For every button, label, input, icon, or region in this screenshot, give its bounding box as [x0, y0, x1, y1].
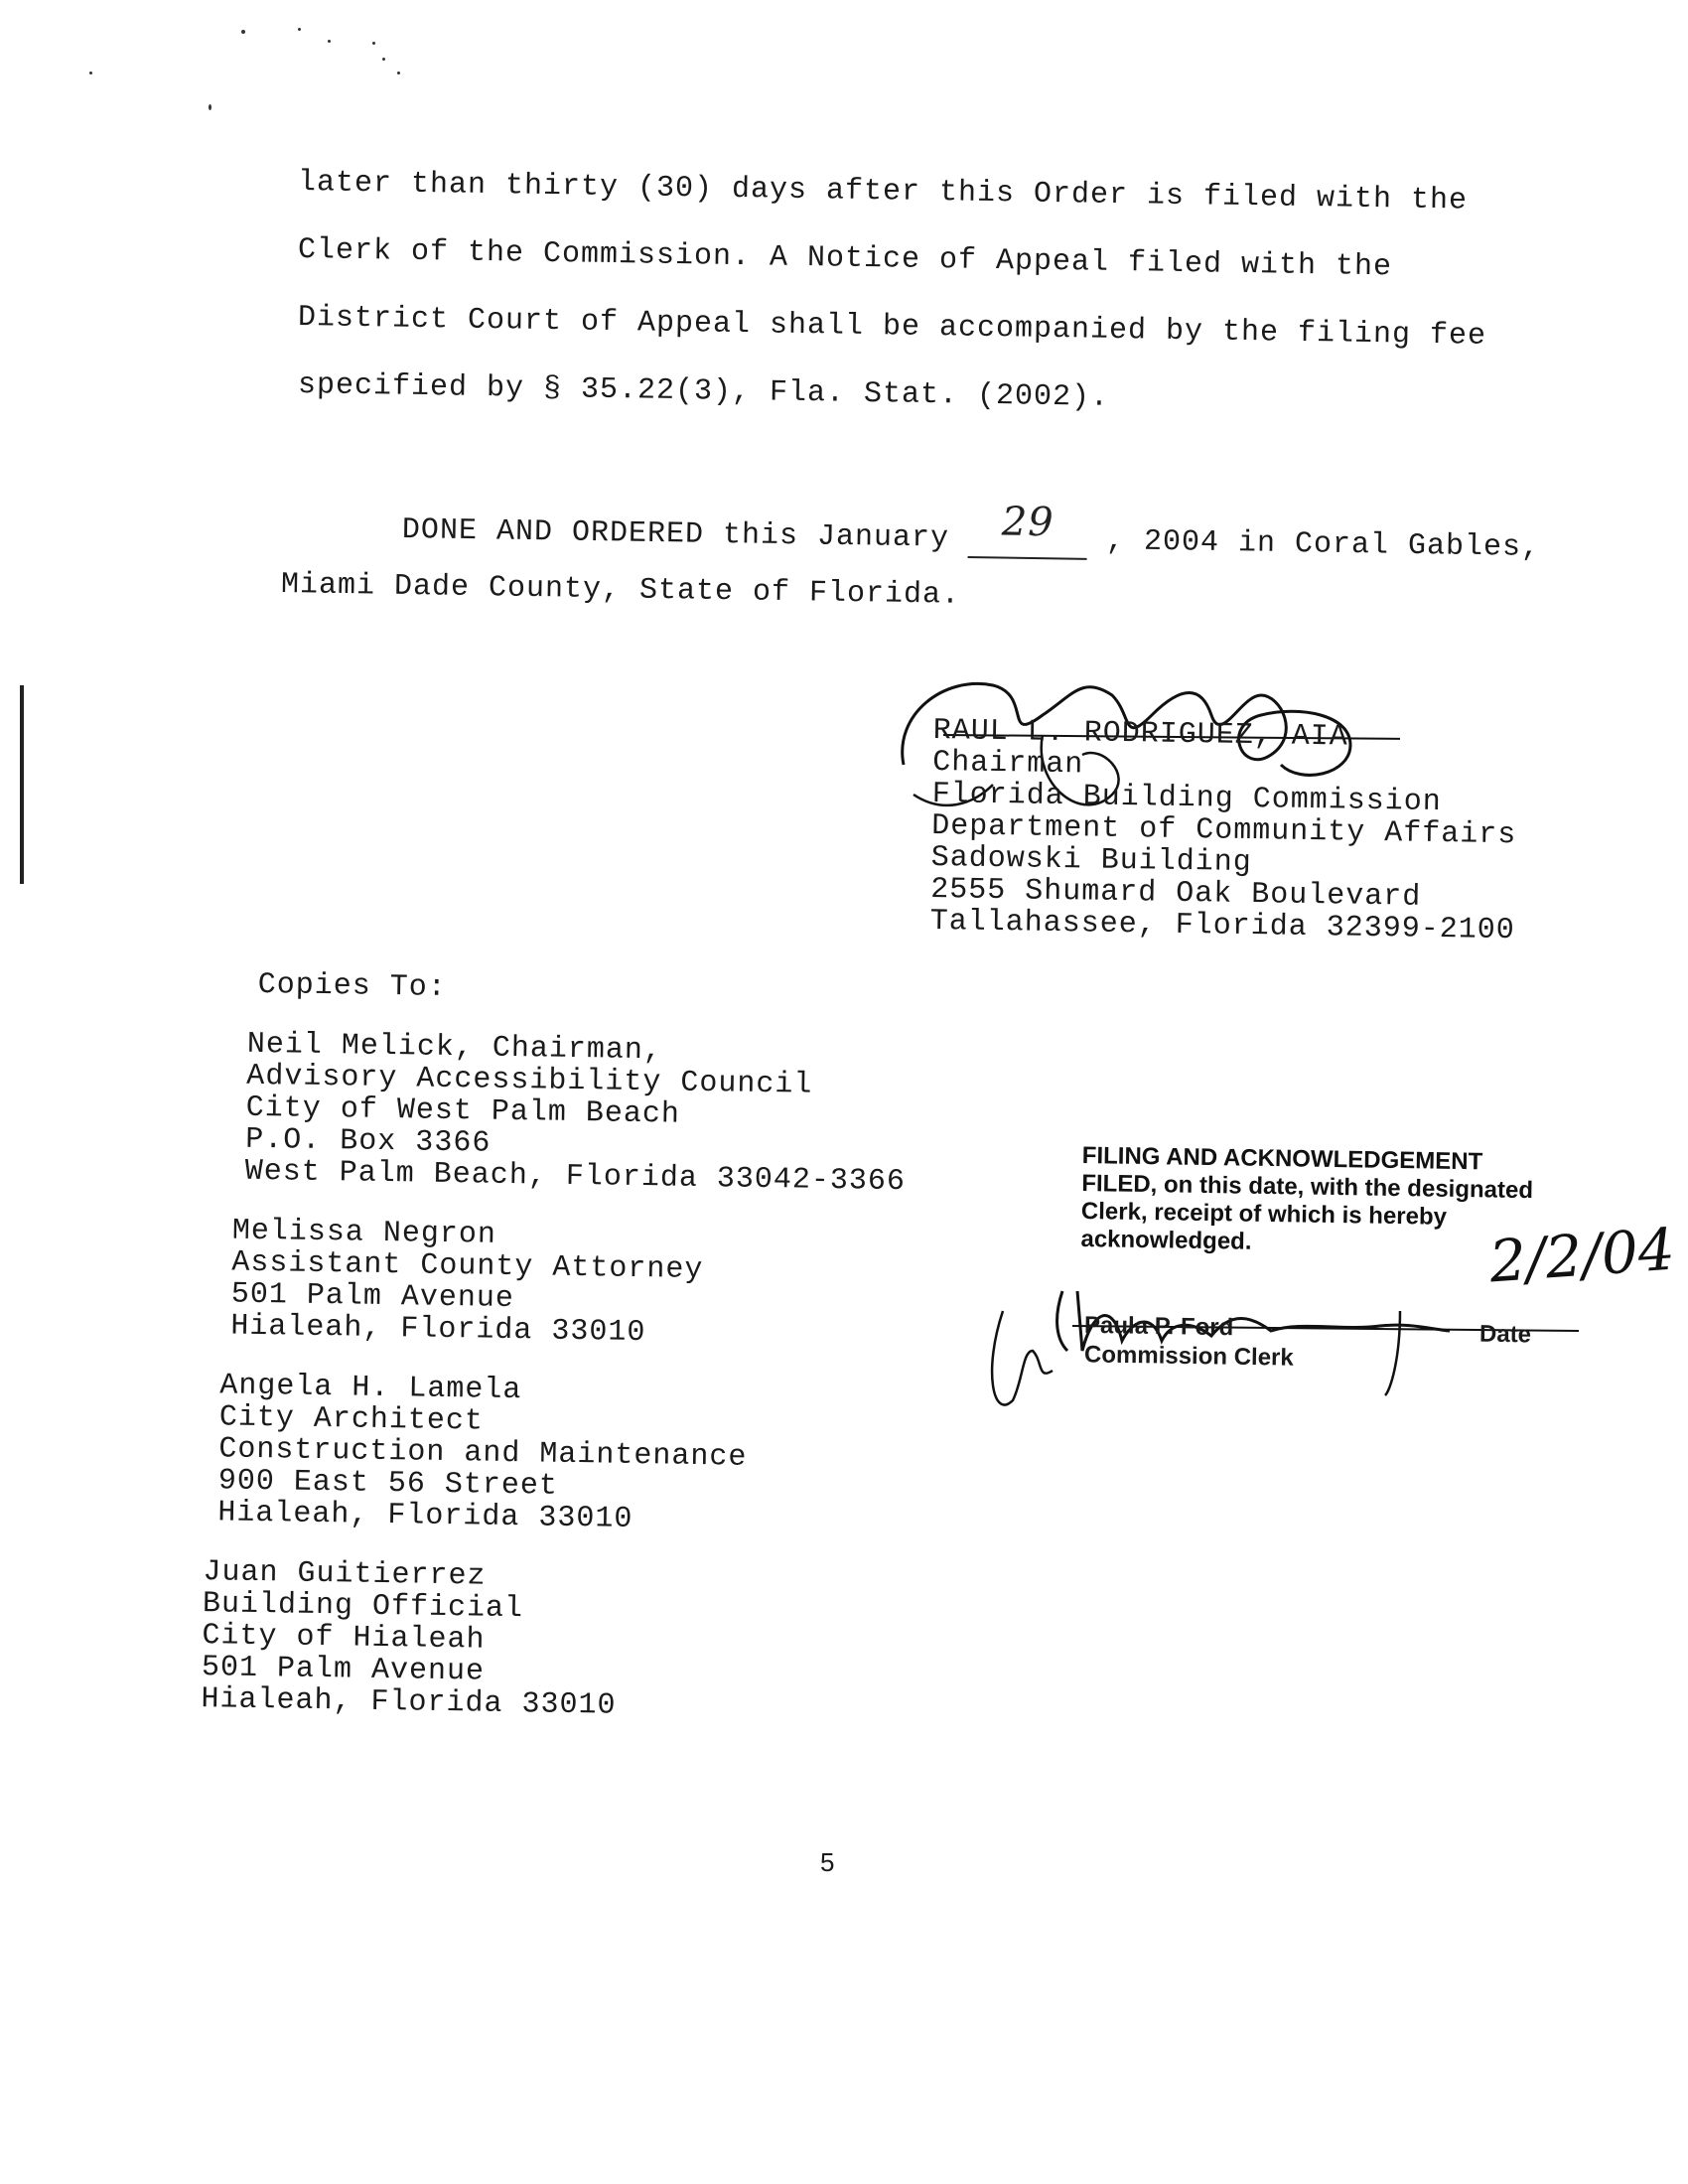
recipient-line: 501 Palm Avenue	[201, 1651, 486, 1689]
signatory-org: Florida Building Commission	[931, 777, 1443, 820]
recipient-line: Hialeah, Florida 33010	[217, 1496, 633, 1536]
recipient-block	[245, 1029, 909, 1198]
scan-speck	[328, 40, 331, 43]
recipient-line: Melissa Negron	[231, 1214, 497, 1252]
recipient-line: City Architect	[218, 1400, 485, 1439]
copies-to-heading: Copies To:	[257, 967, 448, 1005]
recipient-line: Angela H. Lamela	[219, 1369, 522, 1408]
done-ordered-line	[401, 499, 1541, 567]
clerk-name: Paula P. Ford	[1083, 1311, 1234, 1342]
stamp-date-label: Date	[1478, 1320, 1532, 1349]
scan-speck	[241, 30, 245, 34]
recipient-line: 900 East 56 Street	[217, 1464, 559, 1504]
recipient-block	[201, 1556, 900, 1726]
recipient-block	[230, 1216, 905, 1354]
done-ordered-line2: Miami Dade County, State of Florida.	[280, 568, 961, 613]
signatory-block	[929, 715, 1518, 946]
scan-speck	[397, 72, 400, 74]
handwritten-day: 29	[968, 510, 1088, 560]
recipient-line: Neil Melick, Chairman,	[246, 1027, 663, 1069]
recipient-line: Advisory Accessibility Council	[246, 1059, 813, 1102]
scan-speck	[298, 28, 301, 31]
copies-to-list	[187, 968, 909, 1726]
signatory-street: 2555 Shumard Oak Boulevard	[929, 872, 1422, 915]
recipient-block	[217, 1370, 903, 1539]
scan-speck	[89, 72, 92, 74]
scan-edge-mark	[20, 685, 24, 884]
scan-speck	[372, 42, 375, 45]
recipient-line: Assistant County Attorney	[231, 1245, 704, 1288]
paragraph-line: later than thirty (30) days after this Order is filed with the	[297, 166, 1469, 218]
scan-speck	[382, 58, 385, 61]
recipient-line: City of West Palm Beach	[245, 1091, 681, 1132]
signatory-city: Tallahassee, Florida 32399-2100	[929, 904, 1516, 948]
done-ordered-suffix: , 2004 in Coral Gables,	[1105, 524, 1541, 566]
signatory-name: RAUL L. RODRIGUEZ, AIA	[932, 714, 1349, 755]
paragraph-line: specified by § 35.22(3), Fla. Stat. (2002).	[297, 368, 1110, 415]
stamp-line: FILED, on this date, with the designated	[1081, 1169, 1534, 1205]
recipient-line: Juan Guitierrez	[203, 1555, 487, 1594]
signatory-dept: Department of Community Affairs	[930, 808, 1517, 853]
order-paragraph	[298, 149, 1569, 419]
stamp-line: acknowledged.	[1080, 1225, 1252, 1255]
recipient-line: Building Official	[202, 1587, 524, 1627]
done-ordered-prefix: DONE AND ORDERED this January	[401, 513, 950, 556]
recipient-line: Hialeah, Florida 33010	[201, 1682, 617, 1723]
paragraph-line: District Court of Appeal shall be accompanied by the filing fee	[297, 301, 1487, 354]
signatory-building: Sadowski Building	[930, 840, 1253, 881]
recipient-line: 501 Palm Avenue	[230, 1277, 515, 1317]
recipient-line: Construction and Maintenance	[218, 1432, 748, 1475]
clerk-title: Commission Clerk	[1083, 1341, 1294, 1372]
recipient-line: West Palm Beach, Florida 33042-3366	[244, 1154, 907, 1200]
page-number: 5	[820, 1847, 835, 1877]
signatory-title: Chairman	[931, 745, 1084, 783]
recipient-line: City of Hialeah	[202, 1619, 486, 1658]
paragraph-line: Clerk of the Commission. A Notice of Appeal filed with the	[297, 233, 1393, 285]
recipient-line: P.O. Box 3366	[245, 1122, 492, 1161]
clerk-handwritten-date: 2/2/04	[1486, 1215, 1677, 1296]
scan-speck	[209, 104, 211, 110]
stamp-line: Clerk, receipt of which is hereby	[1080, 1197, 1448, 1231]
recipient-line: Hialeah, Florida 33010	[230, 1309, 646, 1351]
stamp-heading: FILING AND ACKNOWLEDGEMENT	[1081, 1142, 1483, 1176]
